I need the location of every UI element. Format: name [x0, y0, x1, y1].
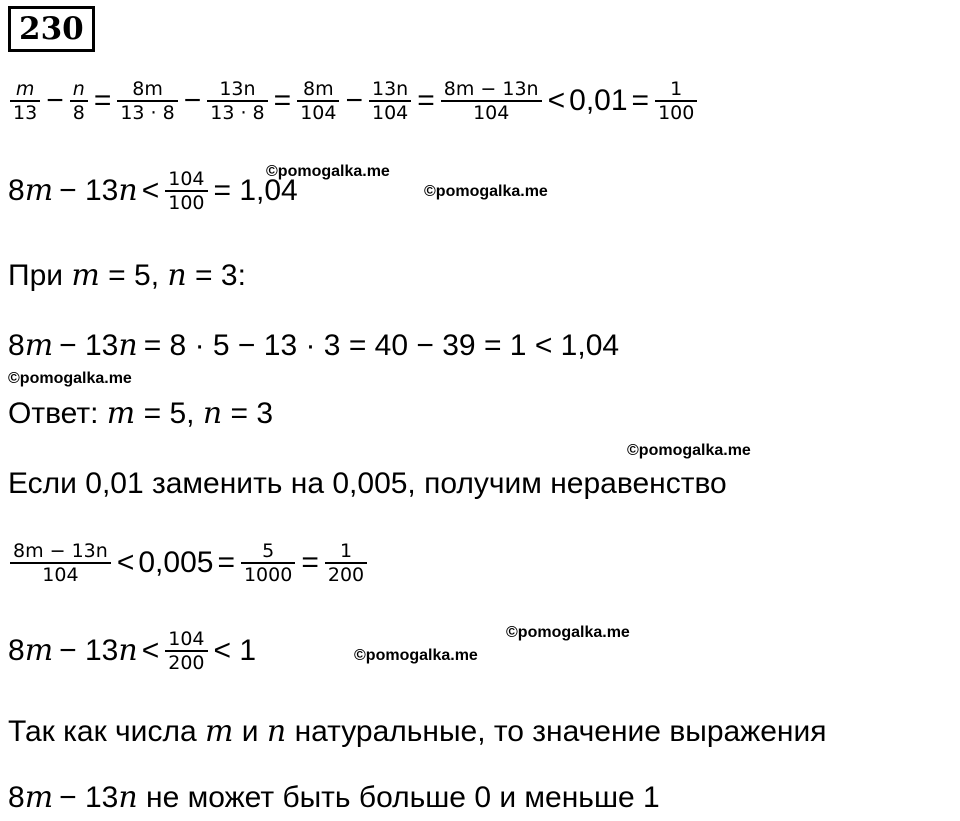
watermark: ©pomogalka.me: [8, 370, 132, 387]
fraction-m-13: $\frac{m}{13}$: [10, 78, 40, 124]
line-3-substitution: При m = 5, n = 3:: [8, 258, 246, 293]
line-10-text: 8 m − 13 n не может быть больше 0 и меньше 1: [8, 780, 660, 815]
fraction-13n-104: $\frac{13n}{104}$: [369, 78, 411, 124]
line-5-answer: Ответ: m = 5, n = 3: [8, 396, 274, 431]
line-6-text: Если 0,01 заменить на 0,005, получим неравенство: [8, 467, 727, 500]
problem-number: 230: [8, 6, 95, 52]
fraction-8m-104: $\frac{8m}{104}$: [297, 78, 339, 124]
watermark: ©pomogalka.me: [627, 442, 751, 459]
fraction-diff-104: $\frac{8m - 13n}{104}$: [441, 78, 542, 124]
line-2-inequality: 8 m − 13 n < $\frac{104}{100}$ = 1,04: [8, 168, 298, 214]
watermark: ©pomogalka.me: [354, 647, 478, 664]
watermark: ©pomogalka.me: [424, 183, 548, 200]
fraction-5-1000: $\frac{5}{1000}$: [241, 540, 295, 586]
line-4-calculation: 8 m − 13 n = 8 · 5 − 13 · 3 = 40 − 39 = 1 < 1,04: [8, 328, 620, 363]
line-1-equation: $\frac{m}{13}$ − $\frac{n}{8}$ = $\frac{8m}{13 \cdot 8}$ − $\frac{13n}{13 \cdot 8}$ = $\frac{8m}{104}$ − $\frac{13n}{104}$ = $\frac{8m - 13n}{104}$ < 0,01 = $\frac{1}{100}$: [8, 78, 699, 124]
fraction-diff-104: $\frac{8m - 13n}{104}$: [10, 540, 111, 586]
line-8-inequality: 8 m − 13 n < $\frac{104}{200}$ < 1: [8, 628, 257, 674]
line-9-text: Так как числа m и n натуральные, то значение выражения: [8, 714, 827, 749]
fraction-1-200: $\frac{1}{200}$: [325, 540, 367, 586]
watermark: ©pomogalka.me: [506, 624, 630, 641]
fraction-104-100: $\frac{104}{100}$: [165, 168, 207, 214]
fraction-13n: $\frac{13n}{13 \cdot 8}$: [207, 78, 267, 124]
line-7-inequality: $\frac{8m - 13n}{104}$ < 0,005 = $\frac{5}{1000}$ = $\frac{1}{200}$: [8, 540, 369, 586]
watermark: ©pomogalka.me: [266, 163, 390, 180]
fraction-8m: $\frac{8m}{13 \cdot 8}$: [117, 78, 177, 124]
fraction-n-8: $\frac{n}{8}$: [70, 78, 88, 124]
fraction-104-200: $\frac{104}{200}$: [165, 628, 207, 674]
fraction-1-100: $\frac{1}{100}$: [655, 78, 697, 124]
